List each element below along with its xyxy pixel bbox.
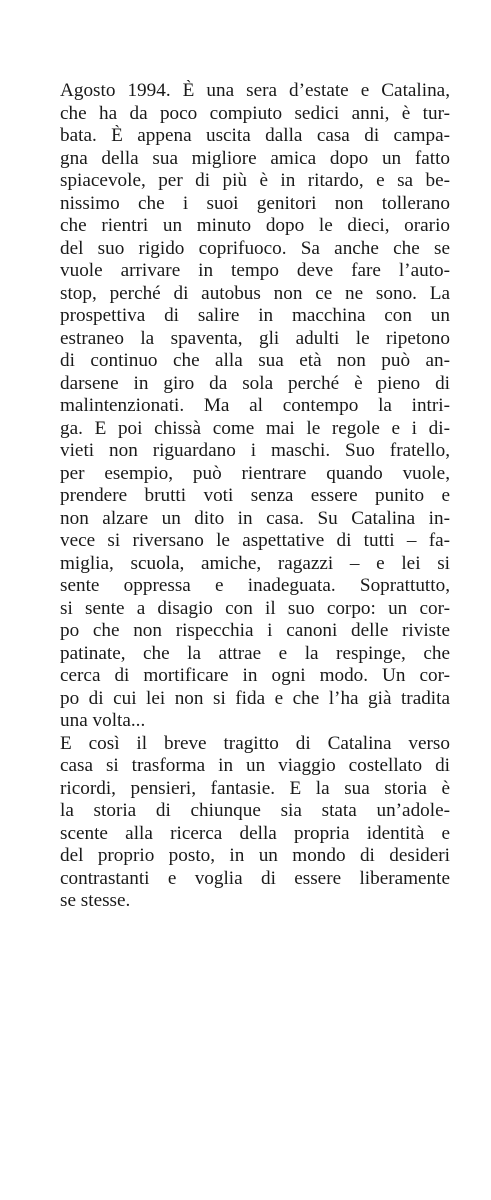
text-line: si sente a disagio con il suo corpo: un cor- <box>60 597 450 619</box>
text-line: contrastanti e voglia di essere liberamente <box>60 867 450 889</box>
text-line: una volta... <box>60 710 146 731</box>
text-line: E così il breve tragitto di Catalina verso <box>60 732 450 754</box>
text-line: sente oppressa e inadeguata. Soprattutto, <box>60 575 450 596</box>
text-line: che ha da poco compiuto sedici anni, è tur- <box>60 102 450 124</box>
text-line: per esempio, può rientrare quando vuole, <box>60 462 450 484</box>
text-line: scente alla ricerca della propria identità e <box>60 822 450 844</box>
text-line: ricordi, pensieri, fantasie. E la sua storia è <box>60 777 450 799</box>
text-line: del proprio posto, in un mondo di desideri <box>60 845 450 866</box>
synopsis-paragraph-1 <box>60 80 450 733</box>
text-line: gna della sua migliore amica dopo un fatto <box>60 147 450 169</box>
text-line: vece si riversano le aspettative di tutti – fa- <box>60 530 450 551</box>
text-line: patinate, che la attrae e la respinge, che <box>60 642 450 664</box>
text-line: che rientri un minuto dopo le dieci, orario <box>60 215 450 236</box>
text-line: prendere brutti voti senza essere punito e <box>60 485 450 506</box>
text-line: vieti non riguardano i maschi. Suo fratello, <box>60 440 450 461</box>
text-line: miglia, scuola, amiche, ragazzi – e lei si <box>60 552 450 574</box>
text-line: ga. E poi chissà come mai le regole e i di- <box>60 417 450 439</box>
text-line: nissimo che i suoi genitori non tollerano <box>60 192 450 214</box>
text-line: estraneo la spaventa, gli adulti le ripetono <box>60 327 450 349</box>
text-line: malintenzionati. Ma al contempo la intri- <box>60 395 450 416</box>
text-line: darsene in giro da sola perché è pieno di <box>60 372 450 394</box>
text-line: cerca di mortificare in ogni modo. Un cor- <box>60 665 450 686</box>
text-line: stop, perché di autobus non ce ne sono. La <box>60 282 450 304</box>
text-line: se stesse. <box>60 890 131 911</box>
text-line: bata. È appena uscita dalla casa di campa- <box>60 125 450 146</box>
text-line: vuole arrivare in tempo deve fare l’auto- <box>60 260 450 281</box>
text-line: di continuo che alla sua età non può an- <box>60 350 450 371</box>
text-line: spiacevole, per di più è in ritardo, e sa be- <box>60 170 450 191</box>
text-line: po di cui lei non si fida e che l’ha già tradita <box>60 687 450 709</box>
text-line: Agosto 1994. È una sera d’estate e Catalina, <box>60 80 450 101</box>
text-line: prospettiva di salire in macchina con un <box>60 305 450 326</box>
text-line: casa si trasforma in un viaggio costellato di <box>60 755 450 776</box>
text-line: la storia di chiunque sia stata un’adole- <box>60 800 450 821</box>
text-line: del suo rigido coprifuoco. Sa anche che se <box>60 237 450 259</box>
synopsis-text-block <box>60 80 450 913</box>
synopsis-paragraph-2 <box>60 733 450 913</box>
text-line: po che non rispecchia i canoni delle riviste <box>60 620 450 641</box>
text-line: non alzare un dito in casa. Su Catalina in- <box>60 507 450 529</box>
